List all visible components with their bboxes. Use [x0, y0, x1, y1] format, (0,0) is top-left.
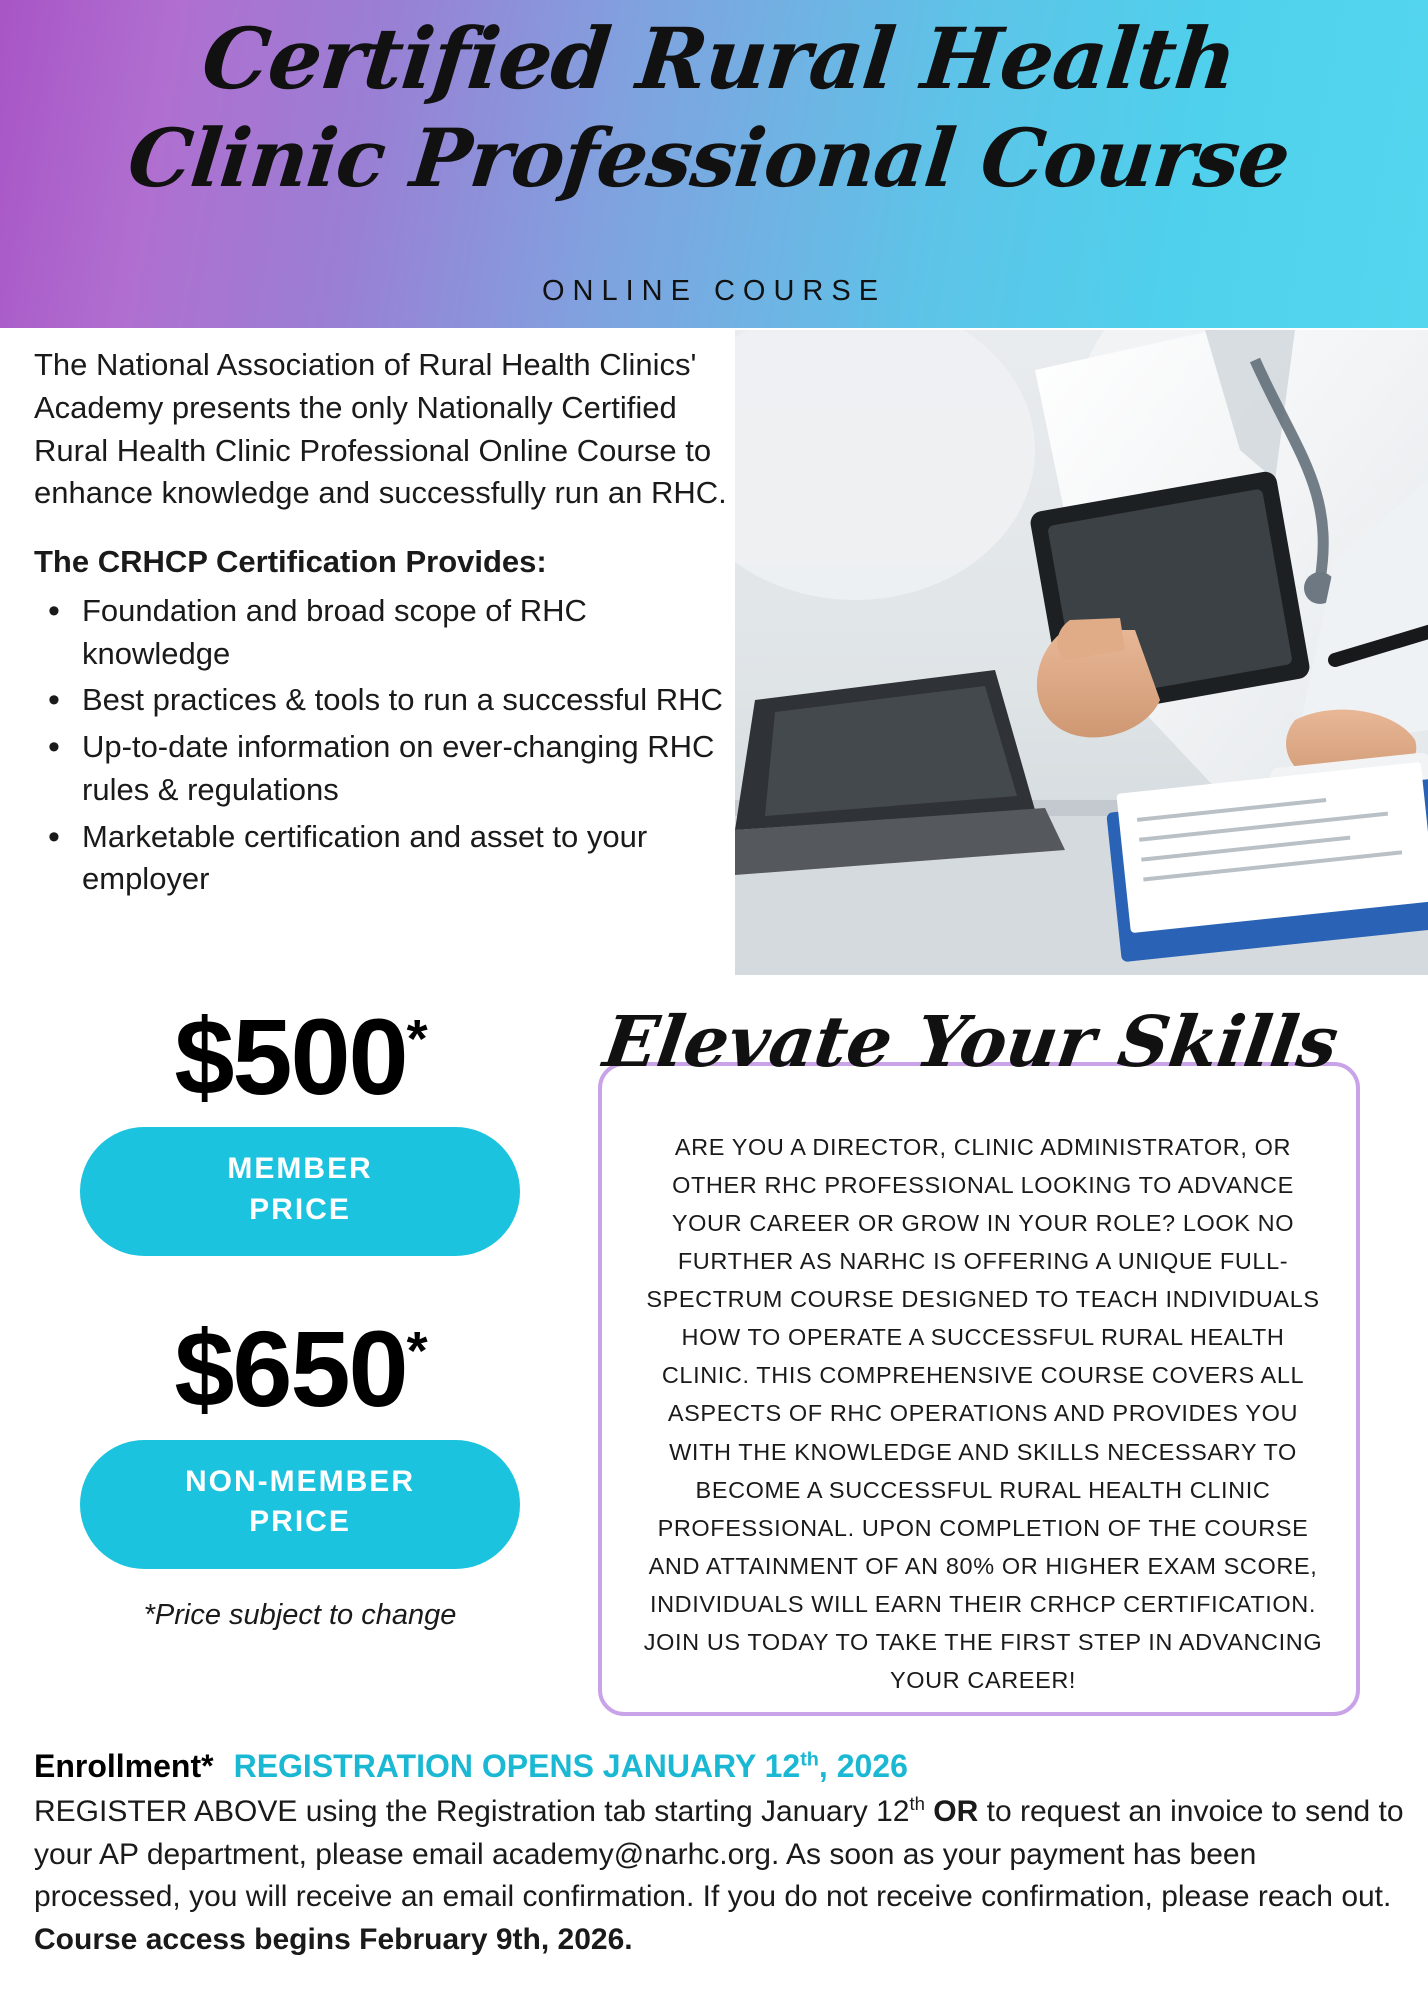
intro-section: [0, 330, 1428, 980]
enrollment-body-part-1: REGISTER ABOVE using the Registration tab starting January 12: [34, 1795, 910, 1828]
member-price-pill[interactable]: [80, 1127, 520, 1256]
title-line-1: Certified Rural Health: [197, 9, 1241, 108]
non-member-price-pill[interactable]: [80, 1440, 520, 1569]
certification-provides-heading: The CRHCP Certification Provides:: [34, 544, 547, 580]
header-subtitle: ONLINE COURSE: [541, 275, 887, 307]
title-line-2: Clinic Professional Course: [123, 111, 1294, 206]
enrollment-body: [34, 1791, 1404, 1961]
member-price-amount: [174, 996, 426, 1117]
non-member-price-block: [40, 1308, 560, 1568]
non-member-pill-line-2: PRICE: [249, 1505, 351, 1539]
list-item: • Foundation and broad scope of RHC knowledge: [34, 590, 734, 676]
member-pill-line-2: PRICE: [249, 1192, 351, 1226]
non-member-price-asterisk: *: [406, 1321, 426, 1382]
price-disclaimer: *Price subject to change: [143, 1598, 457, 1631]
list-item: • Up-to-date information on ever-changing RHC rules & regulations: [34, 726, 734, 812]
elevate-your-skills-box: [598, 1000, 1360, 1716]
course-access-note: Course access begins February 9th, 2026.: [34, 1922, 633, 1956]
enrollment-or: OR: [933, 1795, 979, 1828]
elevate-title: Elevate Your Skills: [598, 1000, 1344, 1083]
photo-illustration: [735, 330, 1428, 975]
member-price-block: [40, 996, 560, 1256]
intro-paragraph: The National Association of Rural Health Clinics' Academy presents the only Nationally Certified Rural Health Clinic Professional Online Course to enhance knowledge and successfully run an RHC.: [34, 347, 727, 511]
intro-text-block: [34, 344, 734, 905]
enrollment-section: [34, 1748, 1404, 1961]
non-member-price-value: $650: [174, 1308, 407, 1430]
member-price-asterisk: *: [406, 1009, 426, 1069]
pricing-section: [40, 996, 560, 1632]
non-member-pill-line-1: NON-MEMBER: [185, 1464, 415, 1498]
enrollment-date-suffix: th: [909, 1793, 925, 1814]
enrollment-body-part-2: to request an invoice to send to your AP department, please email academy@narhc.org. As soon as your payment has been processed, you will receive an email confirmation. If you do not receive confirmation, please reach out.: [34, 1795, 1404, 1914]
list-item: • Best practices & tools to run a successful RHC: [34, 679, 734, 722]
non-member-price-amount: [174, 1308, 426, 1430]
list-item: • Marketable certification and asset to your employer: [34, 816, 734, 902]
benefits-list: [34, 590, 734, 901]
elevate-body-text: ARE YOU A DIRECTOR, CLINIC ADMINISTRATOR, OR OTHER RHC PROFESSIONAL LOOKING TO ADVANCE YOUR CAREER OR GROW IN YOUR ROLE? LOOK NO FURTHER AS NARHC IS OFFERING A UNIQUE FULL-SPECTRUM COURSE DESIGNED TO TEACH INDIVIDUALS HOW TO OPERATE A SUCCESSFUL RURAL HEALTH CLINIC. THIS COMPREHENSIVE COURSE COVERS ALL ASPECTS OF RHC OPERATIONS AND PROVIDES YOU WITH THE KNOWLEDGE AND SKILLS NECESSARY TO BECOME A SUCCESSFUL RURAL HEALTH CLINIC PROFESSIONAL. UPON COMPLETION OF THE COURSE AND ATTAINMENT OF AN 80% OR HIGHER EXAM SCORE, INDIVIDUALS WILL EARN THEIR CRHCP CERTIFICATION. JOIN US TODAY TO TAKE THE FIRST STEP IN ADVANCING YOUR CAREER!: [643, 1134, 1323, 1693]
hero-photo: [735, 330, 1428, 975]
member-price-value: $500: [174, 996, 407, 1117]
member-pill-line-1: MEMBER: [227, 1152, 373, 1186]
enrollment-label: Enrollment*: [34, 1748, 214, 1784]
registration-opens-text: REGISTRATION OPENS JANUARY 12th, 2026: [233, 1748, 908, 1784]
enrollment-heading: [34, 1748, 1404, 1785]
page-title: [0, 8, 1428, 208]
flyer-header: [0, 0, 1428, 328]
